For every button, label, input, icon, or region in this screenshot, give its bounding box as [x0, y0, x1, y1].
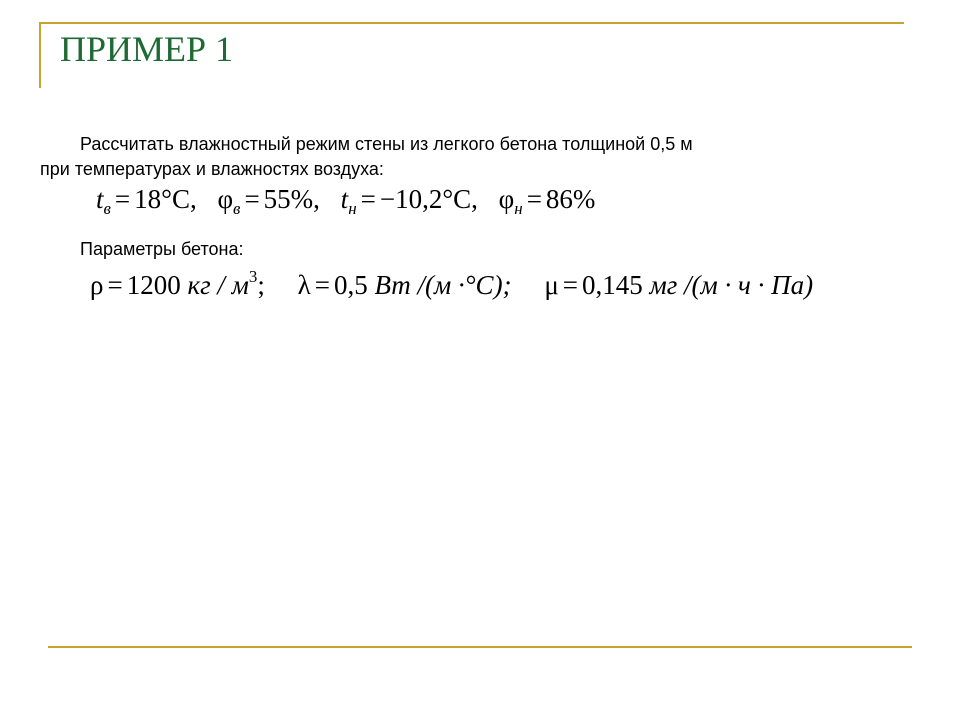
rho-terminator: ;	[257, 270, 265, 300]
t-outer-subscript: н	[348, 199, 357, 218]
rho-value: 1200	[126, 270, 181, 300]
phi-inner-symbol: φ	[217, 184, 234, 214]
phi-inner-value: 55%,	[263, 184, 320, 214]
problem-statement-line-2: при температурах и влажностях воздуха:	[40, 159, 384, 179]
mu-value: 0,145	[582, 270, 643, 300]
lambda-value: 0,5	[333, 270, 368, 300]
problem-statement-line-1: Рассчитать влажностный режим стены из легкого бетона толщиной 0,5 м	[80, 134, 693, 154]
t-inner-symbol: t	[96, 184, 104, 214]
t-inner-value: 18°C,	[134, 184, 197, 214]
rho-unit-exponent: 3	[248, 267, 258, 286]
phi-inner-subscript: в	[233, 199, 241, 218]
t-outer-symbol: t	[340, 184, 349, 214]
t-inner-subscript: в	[103, 199, 111, 218]
t-outer-value: −10,2°C,	[379, 184, 478, 214]
phi-outer-subscript: н	[514, 199, 523, 218]
lambda-unit: Вт /(м ·°C);	[374, 270, 512, 300]
mu-symbol: μ	[544, 270, 559, 300]
rho-unit: кг / м	[187, 270, 249, 300]
air-conditions-formula: $t_в = 18^\circ C$, $\varphi_в = 55\%$, $t_н = -10,2^\circ C$, $\varphi_н = 86\%$	[96, 184, 596, 218]
slide-title: ПРИМЕР 1	[60, 29, 234, 69]
concrete-params-formula: ρ = 1200 кг / $м^3$; λ = 0,5 Вт /(м ·°C); μ = 0,145 мг /(м · ч · Па)	[90, 267, 814, 300]
phi-outer-symbol: φ	[498, 184, 515, 214]
mu-unit: мг /(м · ч · Па)	[649, 270, 814, 300]
rho-symbol: ρ	[90, 270, 104, 300]
bottom-divider	[48, 646, 912, 648]
lambda-symbol: λ	[297, 270, 311, 300]
concrete-params-label: Параметры бетона:	[80, 239, 244, 259]
left-divider	[39, 22, 41, 88]
top-divider	[40, 22, 904, 24]
phi-outer-value: 86%	[545, 184, 596, 214]
